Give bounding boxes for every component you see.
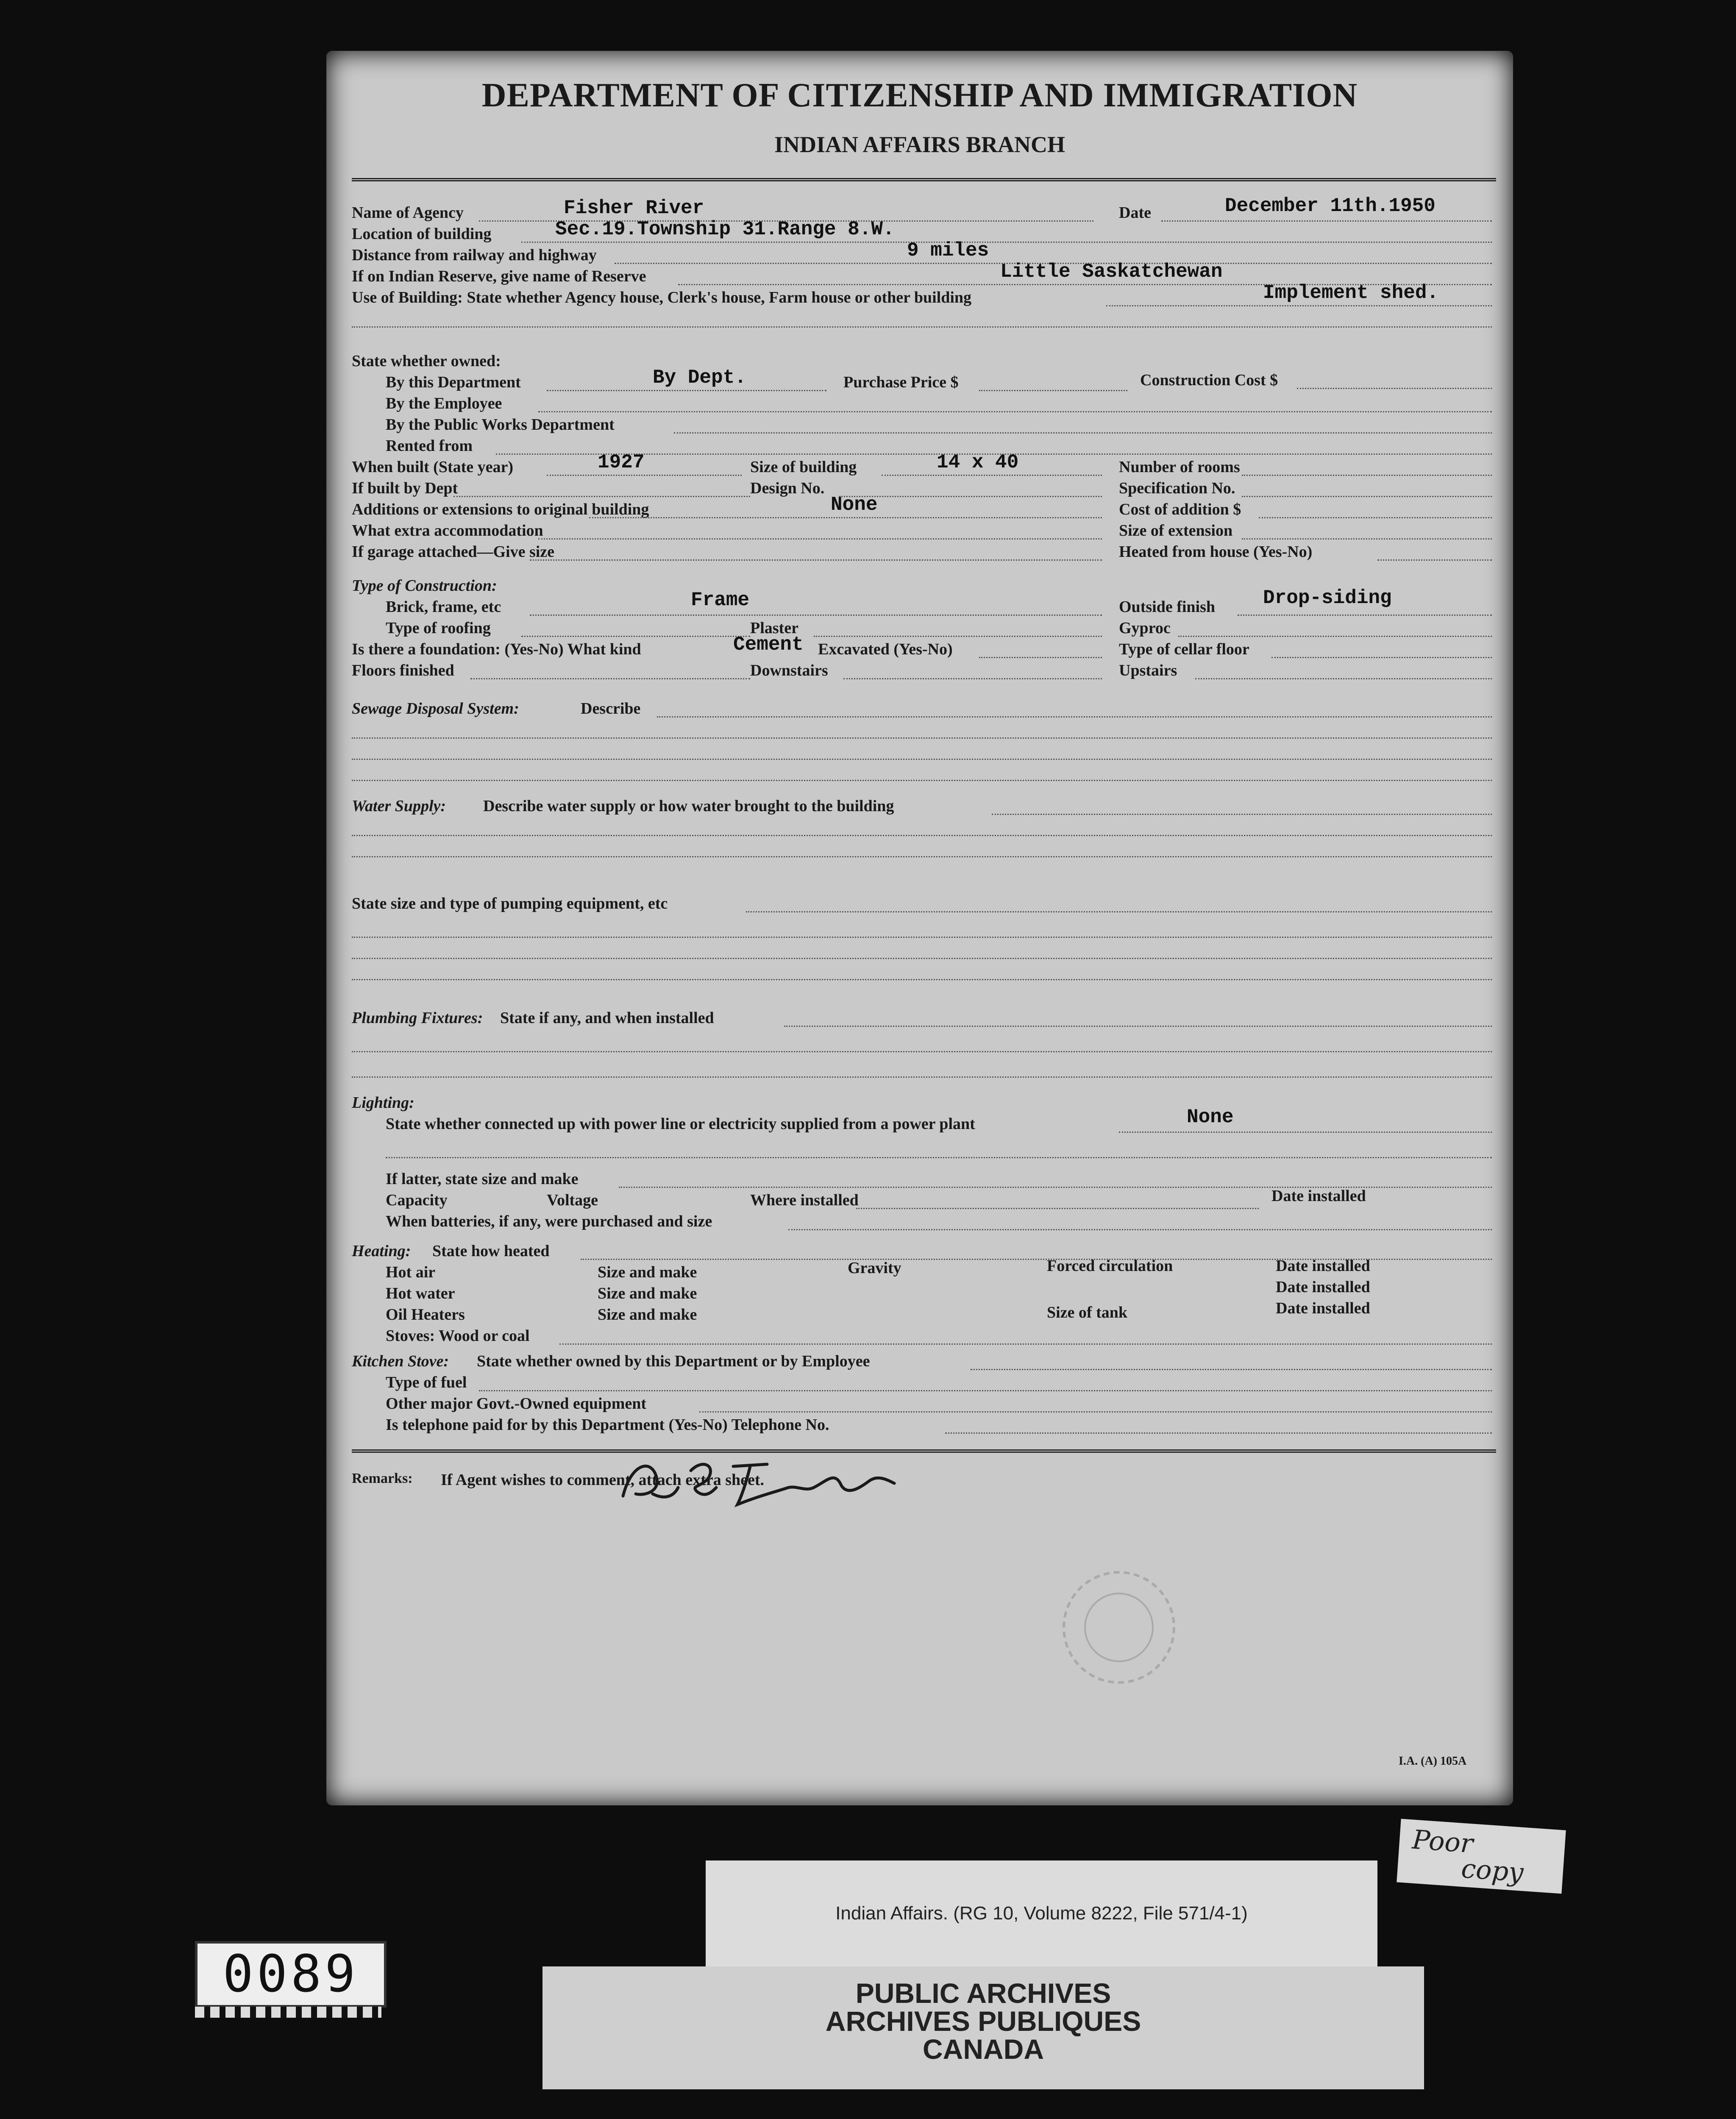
line-pumping — [746, 911, 1492, 912]
label-date: Date — [1119, 204, 1151, 222]
label-owned: State whether owned: — [352, 352, 501, 370]
label-size-make-1: Size and make — [598, 1263, 697, 1281]
line-water — [992, 814, 1492, 815]
header-rule — [352, 178, 1496, 181]
line-pumping-3 — [352, 958, 1492, 959]
label-date-installed-lighting: Date installed — [1271, 1187, 1366, 1205]
label-by-employee: By the Employee — [386, 395, 502, 412]
frame-counter — [195, 1941, 387, 2008]
label-kitchen: Kitchen Stove: — [352, 1352, 449, 1370]
line-pumping-2 — [352, 937, 1492, 938]
line-water-3 — [352, 856, 1492, 857]
signature — [606, 1445, 903, 1526]
value-foundation: Cement — [733, 634, 804, 656]
value-distance: 9 miles — [907, 239, 989, 261]
poor-copy-note — [1397, 1819, 1566, 1894]
label-roofing: Type of roofing — [386, 619, 491, 637]
value-use: Implement shed. — [1263, 282, 1439, 304]
label-other-equip: Other major Govt.-Owned equipment — [386, 1395, 647, 1413]
line-sewage — [657, 716, 1492, 717]
line-date — [1161, 220, 1492, 222]
line-where-installed — [856, 1208, 1259, 1209]
line-lighting — [1119, 1132, 1492, 1133]
label-num-rooms: Number of rooms — [1119, 458, 1240, 476]
public-archives-stamp — [542, 1966, 1424, 2089]
label-sewage: Sewage Disposal System: — [352, 700, 519, 717]
label-oil: Oil Heaters — [386, 1306, 465, 1324]
line-sewage-4 — [352, 780, 1492, 781]
line-upstairs — [1195, 678, 1492, 679]
label-spec-no: Specification No. — [1119, 479, 1235, 497]
label-fuel: Type of fuel — [386, 1374, 467, 1391]
value-size-building: 14 x 40 — [937, 451, 1019, 473]
label-size-make-3: Size and make — [598, 1306, 697, 1324]
line-by-employee — [538, 411, 1492, 412]
line-other-equip — [699, 1411, 1492, 1413]
line-garage — [530, 559, 1102, 561]
line-num-rooms — [1242, 475, 1492, 476]
label-foundation: Is there a foundation: (Yes-No) What kind — [352, 640, 641, 658]
value-location: Sec.19.Township 31.Range 8.W. — [555, 218, 895, 240]
line-when-built — [547, 475, 742, 476]
bottom-rule — [352, 1449, 1496, 1453]
line-design-no — [839, 496, 1102, 497]
label-heated: Heated from house (Yes-No) — [1119, 543, 1313, 561]
label-cellar-floor: Type of cellar floor — [1119, 640, 1249, 658]
line-pumping-4 — [352, 979, 1492, 980]
line-purchase-price — [979, 390, 1127, 391]
line-construction-cost — [1297, 388, 1492, 389]
line-cost-addition — [1259, 517, 1492, 518]
label-plumbing: Plumbing Fixtures: — [352, 1009, 483, 1027]
label-heating: Heating: — [352, 1242, 411, 1260]
label-hot-water: Hot water — [386, 1285, 455, 1302]
label-plumbing-desc: State if any, and when installed — [500, 1009, 714, 1027]
line-heated — [1377, 559, 1492, 561]
label-lighting: Lighting: — [352, 1094, 415, 1112]
label-date-installed-3: Date installed — [1276, 1299, 1370, 1317]
frame-counter-value: 0089 — [223, 1945, 359, 2004]
line-cellar-floor — [1271, 657, 1492, 658]
line-use-2 — [352, 326, 1492, 328]
form-title: DEPARTMENT OF CITIZENSHIP AND IMMIGRATION — [481, 77, 1358, 114]
film-perforation — [195, 2007, 381, 2018]
label-date-installed-1: Date installed — [1276, 1257, 1370, 1275]
label-floors: Floors finished — [352, 662, 454, 679]
label-if-built: If built by Dept — [352, 479, 458, 497]
label-by-dept: By this Department — [386, 373, 521, 391]
line-use — [1106, 305, 1492, 306]
label-voltage: Voltage — [547, 1191, 598, 1209]
value-lighting: None — [1187, 1106, 1234, 1128]
label-gravity: Gravity — [848, 1259, 901, 1277]
line-floors — [470, 678, 750, 679]
label-size-make-2: Size and make — [598, 1285, 697, 1302]
archives-line-2: ARCHIVES PUBLIQUES — [825, 2005, 1141, 2037]
label-rented: Rented from — [386, 437, 473, 455]
value-reserve: Little Saskatchewan — [1000, 261, 1223, 283]
label-remarks-desc: If Agent wishes to comment, attach extra sheet. — [441, 1471, 765, 1489]
line-brick — [530, 615, 1102, 616]
poor-copy-word-2: copy — [1460, 1852, 1525, 1888]
archives-line-3: CANADA — [923, 2033, 1044, 2065]
label-size-building: Size of building — [750, 458, 857, 476]
value-brick: Frame — [691, 589, 750, 611]
line-location — [521, 242, 1492, 243]
label-construction-cost: Construction Cost $ — [1140, 371, 1278, 389]
label-remarks: Remarks: — [352, 1471, 413, 1486]
label-kitchen-desc: State whether owned by this Department or by Employee — [477, 1352, 870, 1370]
label-lighting-desc: State whether connected up with power line or electricity supplied from a power plant — [386, 1115, 975, 1133]
label-water: Water Supply: — [352, 797, 446, 815]
label-heating-desc: State how heated — [432, 1242, 550, 1260]
line-by-pw — [674, 432, 1492, 434]
label-extra-accom: What extra accommodation — [352, 522, 543, 539]
line-excavated — [979, 657, 1102, 658]
line-size-building — [882, 475, 1102, 476]
label-where-installed: Where installed — [750, 1191, 859, 1209]
line-outside-finish — [1238, 615, 1492, 616]
label-cost-addition: Cost of addition $ — [1119, 501, 1241, 518]
label-brick: Brick, frame, etc — [386, 598, 501, 616]
line-plumbing-3 — [352, 1076, 1492, 1078]
label-distance: Distance from railway and highway — [352, 246, 597, 264]
label-plaster: Plaster — [750, 619, 798, 637]
label-batteries: When batteries, if any, were purchased and size — [386, 1212, 712, 1230]
label-pumping: State size and type of pumping equipment, etc — [352, 895, 668, 912]
label-by-pw: By the Public Works Department — [386, 416, 615, 434]
line-downstairs — [843, 678, 1102, 679]
label-telephone: Is telephone paid for by this Department (Yes-No) Telephone No. — [386, 1416, 829, 1434]
archives-line-1: PUBLIC ARCHIVES — [855, 1977, 1111, 2009]
line-fuel — [479, 1390, 1492, 1391]
line-plaster — [814, 636, 1102, 637]
form-sheet — [326, 51, 1513, 1805]
label-purchase-price: Purchase Price $ — [843, 373, 959, 391]
label-when-built: When built (State year) — [352, 458, 514, 476]
faint-stamp-mark — [1021, 1564, 1216, 1691]
label-type-construction: Type of Construction: — [352, 577, 497, 595]
archive-reference-label: Indian Affairs. (RG 10, Volume 8222, File 571/4-1) — [706, 1860, 1377, 1966]
line-lighting-2 — [386, 1157, 1492, 1158]
label-excavated: Excavated (Yes-No) — [818, 640, 953, 658]
label-design-no: Design No. — [750, 479, 825, 497]
form-number: I.A. (A) 105A — [1399, 1755, 1467, 1768]
value-when-built: 1927 — [598, 451, 645, 473]
label-sewage-desc: Describe — [581, 700, 641, 717]
poor-copy-word-1: Poor — [1411, 1824, 1474, 1859]
line-spec-no — [1242, 496, 1492, 497]
label-size-ext: Size of extension — [1119, 522, 1233, 539]
value-date: December 11th.1950 — [1225, 195, 1436, 217]
form-subtitle: INDIAN AFFAIRS BRANCH — [774, 132, 1066, 157]
label-reserve: If on Indian Reserve, give name of Reserve — [352, 267, 646, 285]
label-forced: Forced circulation — [1047, 1257, 1173, 1275]
line-additions — [589, 517, 1102, 518]
label-downstairs: Downstairs — [750, 662, 828, 679]
label-water-desc: Describe water supply or how water brought to the building — [483, 797, 894, 815]
line-stoves — [559, 1343, 1492, 1345]
line-gyproc — [1178, 636, 1492, 637]
line-roofing — [521, 636, 750, 637]
label-outside-finish: Outside finish — [1119, 598, 1216, 616]
line-telephone — [945, 1432, 1492, 1434]
label-date-installed-2: Date installed — [1276, 1278, 1370, 1296]
label-additions: Additions or extensions to original building — [352, 501, 649, 518]
label-use: Use of Building: State whether Agency house, Clerk's house, Farm house or other building — [352, 289, 972, 306]
label-agency: Name of Agency — [352, 204, 464, 222]
line-batteries — [788, 1229, 1492, 1230]
line-kitchen — [971, 1369, 1492, 1370]
label-gyproc: Gyproc — [1119, 619, 1171, 637]
line-by-dept — [547, 390, 826, 391]
label-latter: If latter, state size and make — [386, 1170, 579, 1188]
line-extra-accom — [538, 538, 1102, 539]
value-by-dept: By Dept. — [653, 367, 746, 389]
label-capacity: Capacity — [386, 1191, 448, 1209]
label-upstairs: Upstairs — [1119, 662, 1177, 679]
value-additions: None — [831, 494, 878, 516]
line-plumbing-2 — [352, 1051, 1492, 1052]
line-plumbing — [784, 1026, 1492, 1027]
label-garage: If garage attached—Give size — [352, 543, 555, 561]
line-water-2 — [352, 835, 1492, 836]
label-stoves: Stoves: Wood or coal — [386, 1327, 530, 1345]
label-location: Location of building — [352, 225, 492, 243]
line-sewage-3 — [352, 759, 1492, 760]
label-size-tank: Size of tank — [1047, 1304, 1127, 1321]
value-agency: Fisher River — [564, 197, 704, 219]
line-size-ext — [1242, 538, 1492, 539]
line-sewage-2 — [352, 737, 1492, 739]
label-hot-air: Hot air — [386, 1263, 436, 1281]
line-if-built — [453, 496, 750, 497]
value-outside-finish: Drop-siding — [1263, 587, 1392, 609]
